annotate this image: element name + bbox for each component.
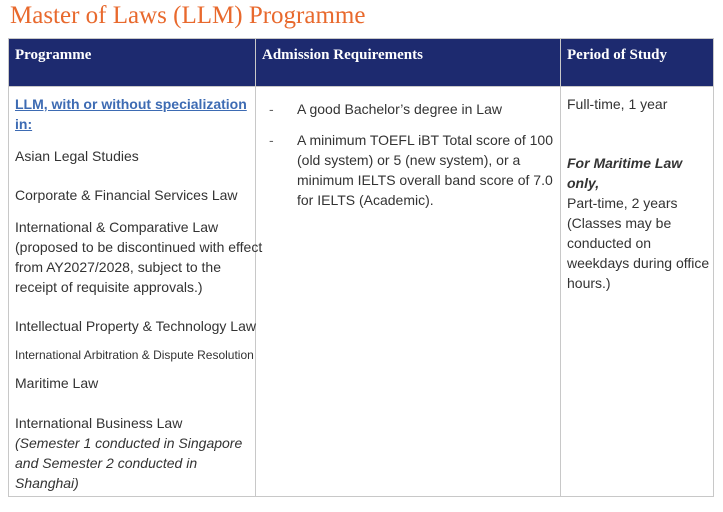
admission-bachelor-degree: A good Bachelor’s degree in Law — [297, 101, 502, 117]
period-parttime: Part-time, 2 years — [567, 195, 678, 211]
period-parttime-note: (Classes may be — [567, 215, 672, 231]
header-admission-label: Admission Requirements — [262, 47, 423, 63]
period-maritime-label: For Maritime Law — [567, 155, 683, 171]
period-parttime-note: hours.) — [567, 275, 611, 291]
programme-intl-business-note: Shanghai) — [15, 475, 79, 491]
admission-cell — [261, 39, 557, 496]
bullet-dash: - — [269, 132, 274, 148]
header-period-label: Period of Study — [567, 47, 668, 63]
programme-corporate-financial: Corporate & Financial Services Law — [15, 187, 238, 203]
period-maritime-label: only, — [567, 175, 600, 191]
period-cell — [567, 39, 711, 496]
programme-ip-technology: Intellectual Property & Technology Law — [15, 318, 256, 334]
page-title: Master of Laws (LLM) Programme — [10, 2, 366, 29]
programme-cell — [15, 39, 263, 496]
programme-intl-comparative-note: receipt of requisite approvals.) — [15, 279, 203, 295]
programme-intl-comparative-note: from AY2027/2028, subject to the — [15, 259, 221, 275]
programme-intl-comparative-note: (proposed to be discontinued with effect — [15, 239, 263, 255]
llm-specialization-link[interactable]: LLM, with or without specialization — [15, 96, 247, 112]
bullet-dash: - — [269, 101, 274, 117]
admission-toefl-ielts: A minimum TOEFL iBT Total score of 100 — [297, 132, 553, 148]
programme-intl-business: International Business Law — [15, 415, 183, 431]
programme-intl-business-note: (Semester 1 conducted in Singapore — [15, 435, 243, 451]
period-parttime-note: weekdays during office — [567, 255, 710, 271]
programme-arbitration: International Arbitration & Dispute Resolution — [15, 348, 254, 362]
admission-toefl-ielts: for IELTS (Academic). — [297, 192, 434, 208]
programme-table — [8, 38, 714, 497]
header-programme-label: Programme — [15, 47, 92, 63]
programme-intl-business-note: and Semester 2 conducted in — [15, 455, 198, 471]
column-divider — [255, 39, 256, 496]
period-fulltime: Full-time, 1 year — [567, 96, 668, 112]
llm-specialization-link[interactable]: in: — [15, 116, 33, 132]
admission-toefl-ielts: minimum IELTS overall band score of 7.0 — [297, 172, 553, 188]
period-parttime-note: conducted on — [567, 235, 652, 251]
programme-asian-legal-studies: Asian Legal Studies — [15, 148, 139, 164]
column-divider — [560, 39, 561, 496]
programme-intl-comparative: International & Comparative Law — [15, 219, 219, 235]
programme-maritime: Maritime Law — [15, 375, 99, 391]
admission-toefl-ielts: (old system) or 5 (new system), or a — [297, 152, 521, 168]
